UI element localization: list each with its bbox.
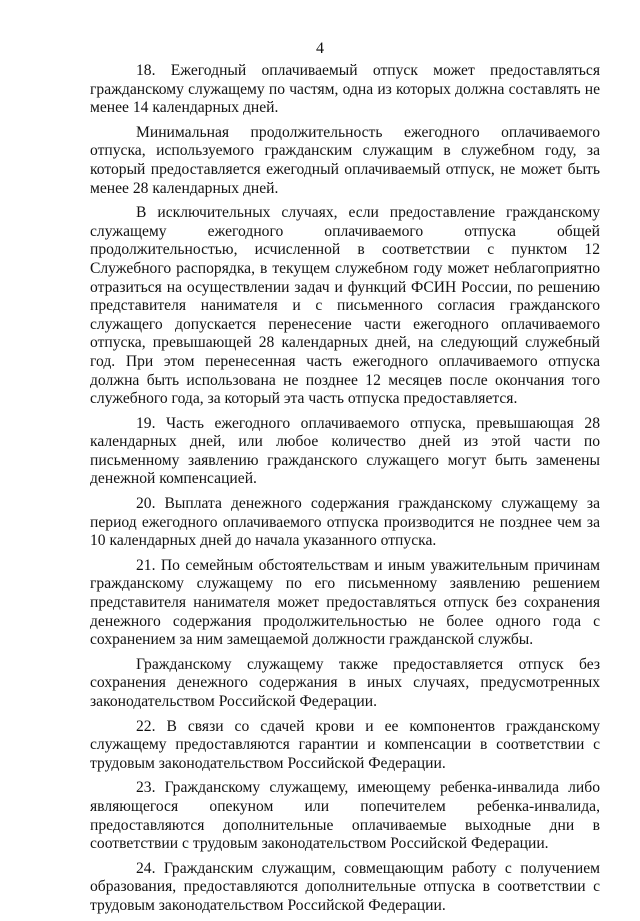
paragraph-21: 21. По семейным обстоятельствам и иным уважительным причинам гражданскому служащему по его письменному заявлению решением представителя нанимателя может предоставляться отпуск без сохранения денежного содержания продолжительностью не более одного года с сохранением за ним замещаемой должности гражданской службы.	[90, 556, 600, 649]
paragraph-unpaid-leave-other: Гражданскому служащему также предоставляется отпуск без сохранения денежного содержания в иных случаях, предусмотренных законодательством Российской Федерации.	[90, 655, 600, 710]
paragraph-minimum-duration: Минимальная продолжительность ежегодного оплачиваемого отпуска, используемого гражданским служащим в служебном году, за который предоставляется ежегодный оплачиваемый отпуск, не может быть менее 28 календарных дней.	[90, 123, 600, 197]
page-number: 4	[316, 40, 324, 57]
document-body	[90, 62, 600, 921]
paragraph-22: 22. В связи со сдачей крови и ее компонентов гражданскому служащему предоставляются гарантии и компенсации в соответствии с трудовым законодательством Российской Федерации.	[90, 717, 600, 772]
paragraph-19: 19. Часть ежегодного оплачиваемого отпуска, превышающая 28 календарных дней, или любое количество дней из этой части по письменному заявлению гражданского служащего могут быть заменены денежной компенсацией.	[90, 414, 600, 488]
paragraph-23: 23. Гражданскому служащему, имеющему ребенка-инвалида либо являющегося опекуном или попечителем ребенка-инвалида, предоставляются дополнительные оплачиваемые выходные дни в соответствии с трудовым законодательством Российской Федерации.	[90, 779, 600, 853]
paragraph-exceptional-cases: В исключительных случаях, если предоставление гражданскому служащему ежегодного оплачиваемого отпуска общей продолжительностью, исчисленной в соответствии с пунктом 12 Служебного распорядка, в текущем служебном году может неблагоприятно отразиться на осуществлении задач и функций ФСИН России, по решению представителя нанимателя и с письменного согласия гражданского служащего допускается перенесение части ежегодного оплачиваемого отпуска, превышающей 28 календарных дней, на следующий служебный год. При этом перенесенная часть ежегодного оплачиваемого отпуска должна быть использована не позднее 12 месяцев после окончания того служебного года, за который эта часть отпуска предоставляется.	[90, 204, 600, 408]
paragraph-20: 20. Выплата денежного содержания гражданскому служащему за период ежегодного оплачиваемого отпуска производится не позднее чем за 10 календарных дней до начала указанного отпуска.	[90, 495, 600, 550]
paragraph-18: 18. Ежегодный оплачиваемый отпуск может предоставляться гражданскому служащему по частям, одна из которых должна составлять не менее 14 календарных дней.	[90, 62, 600, 117]
paragraph-24: 24. Гражданским служащим, совмещающим работу с получением образования, предоставляются дополнительные отпуска в соответствии с трудовым законодательством Российской Федерации.	[90, 859, 600, 914]
